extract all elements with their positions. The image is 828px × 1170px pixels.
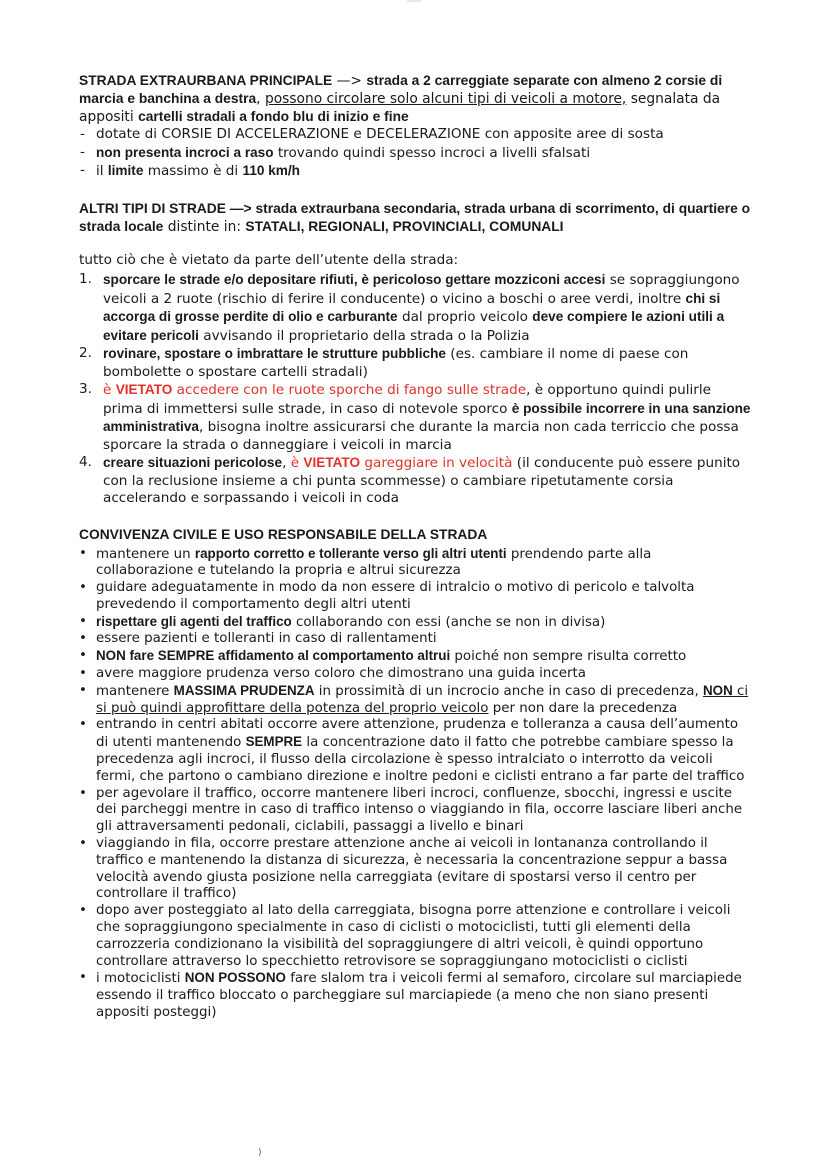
- list-item: - il limite massimo è di 110 km/h: [79, 162, 751, 181]
- prohibitions-list: [79, 271, 751, 508]
- list-item: • dopo aver posteggiato al lato della carreggiata, bisogna porre attenzione e controllare i veicoli che sopraggiungono specialmente in caso di ciclisti o motociclisti, tutti gli elementi della carrozzeria condizionano la visibilità del sopraggiungere di altri veicoli, è quindi opportuno controllare attraverso lo specchietto retrovisore se sopraggiungano motociclisti o ciclisti: [79, 903, 751, 970]
- list-item: • i motociclisti NON POSSONO fare slalom tra i veicoli fermi al semaforo, circolare sul marciapiede essendo il traffico bloccato o parcheggiare sul marciapiede (a meno che non siano presenti appositi posteggi): [79, 970, 751, 1021]
- list-item: • NON fare SEMPRE affidamento al comportamento altrui poiché non sempre risulta corretto: [79, 648, 751, 666]
- list-item: • rispettare gli agenti del traffico collaborando con essi (anche se non in divisa): [79, 614, 751, 632]
- list-item: • mantenere un rapporto corretto e tollerante verso gli altri utenti prendendo parte alla collaborazione e tutelando la propria e altrui sicurezza: [79, 546, 751, 581]
- footer-mark: ): [258, 1148, 262, 1158]
- list-item: • avere maggiore prudenza verso coloro che dimostrano una guida incerta: [79, 666, 751, 683]
- list-item: 3. è VIETATO accedere con le ruote sporche di fango sulle strade, è opportuno quindi pulirle prima di immettersi sulle strade, in caso di notevole sporco è possibile incorrere in una sanzione amministrativa, bisogna inoltre assicurarsi che durante la marcia non cada terriccio che possa sporcare la strada o danneggiare i veicoli in marcia: [79, 381, 751, 453]
- list-item: • mantenere MASSIMA PRUDENZA in prossimità di un incrocio anche in caso di precedenza, NON ci si può quindi approfittare della potenza del proprio veicolo per non dare la precedenza: [79, 683, 751, 718]
- section-convivenza-civile: [79, 526, 751, 544]
- list-item: 1. sporcare le strade e/o depositare rifiuti, è pericoloso gettare mozziconi accesi se sopraggiungono veicoli a 2 ruote (rischio di ferire il conducente) o vicino a boschi o aree verdi, inoltre chi si accorga di grosse perdite di olio e carburante dal proprio veicolo deve compiere le azioni utili a evitare pericoli avvisando il proprietario della strada o la Polizia: [79, 271, 740, 344]
- list-item: 2. rovinare, spostare o imbrattare le strutture pubbliche (es. cambiare il nome di paese con bombolette o spostare cartelli stradali): [79, 345, 689, 380]
- prohibitions-intro: tutto ciò che è vietato da parte dell’utente della strada:: [79, 251, 459, 268]
- list-item: • per agevolare il traffico, occorre mantenere liberi incroci, confluenze, sbocchi, ingressi e uscite dei parcheggi mentre in caso di traffico intenso o viaggiando in fila, occorre lasciare liberi anche gli attraversamenti pedonali, ciclabili, passaggi a livello e binari: [79, 786, 751, 836]
- document-page: [79, 72, 751, 1022]
- list-item: 4. creare situazioni pericolose, è VIETATO gareggiare in velocità (il conducente può essere punito con la reclusione insieme a chi punta scommesse) o cambiare ripetutamente corsia accelerando e sorpassando i veicoli in coda: [79, 454, 741, 506]
- bullet-list: [79, 546, 751, 1022]
- list-item: - dotate di CORSIE DI ACCELERAZIONE e DECELERAZIONE con apposite aree di sosta: [79, 126, 751, 144]
- page-top-mark: [407, 0, 421, 2]
- section-title: CONVIVENZA CIVILE E USO RESPONSABILE DELLA STRADA: [79, 526, 488, 542]
- section-strada-extraurbana-principale: STRADA EXTRAURBANA PRINCIPALE —> strada a 2 carreggiate separate con almeno 2 corsie di marcia e banchina a destra, possono circolare solo alcuni tipi di veicoli a motore, segnalata da appositi cartelli stradali a fondo blu di inizio e fine: [79, 73, 723, 125]
- list-item: • guidare adeguatamente in modo da non essere di intralcio o motivo di pericolo e talvolta prevedendo il comportamento degli altri utenti: [79, 580, 751, 614]
- section-title: ALTRI TIPI DI STRADE: [79, 200, 226, 216]
- list-item: • entrando in centri abitati occorre avere attenzione, prudenza e tolleranza a causa dell’aumento di utenti mantenendo SEMPRE la concentrazione dato il fatto che potrebbe cambiare spesso la precedenza agli incroci, il flusso della circolazione è spesso intralciato o interrotto da veicoli fermi, che partono o cambiano direzione e inoltre pedoni e ciclisti entrano a far parte del traffico: [79, 717, 751, 785]
- section-altri-tipi-di-strade: ALTRI TIPI DI STRADE —> strada extraurbana secondaria, strada urbana di scorrimento, di quartiere o strada locale distinte in: STATALI, REGIONALI, PROVINCIALI, COMUNALI: [79, 200, 750, 235]
- list-item: • viaggiando in fila, occorre prestare attenzione anche ai veicoli in lontananza controllando il traffico e mantenendo la distanza di sicurezza, è necessaria la concentrazione seppur a bassa velocità avendo giusta posizione nella carreggiata (evitare di spostarsi verso il centro per controllare il traffico): [79, 836, 751, 903]
- list-item: • essere pazienti e tolleranti in caso di rallentamenti: [79, 631, 751, 648]
- dash-list: [79, 126, 751, 181]
- section-title: STRADA EXTRAURBANA PRINCIPALE: [79, 73, 333, 88]
- list-item: - non presenta incroci a raso trovando quindi spesso incroci a livelli sfalsati: [79, 144, 751, 163]
